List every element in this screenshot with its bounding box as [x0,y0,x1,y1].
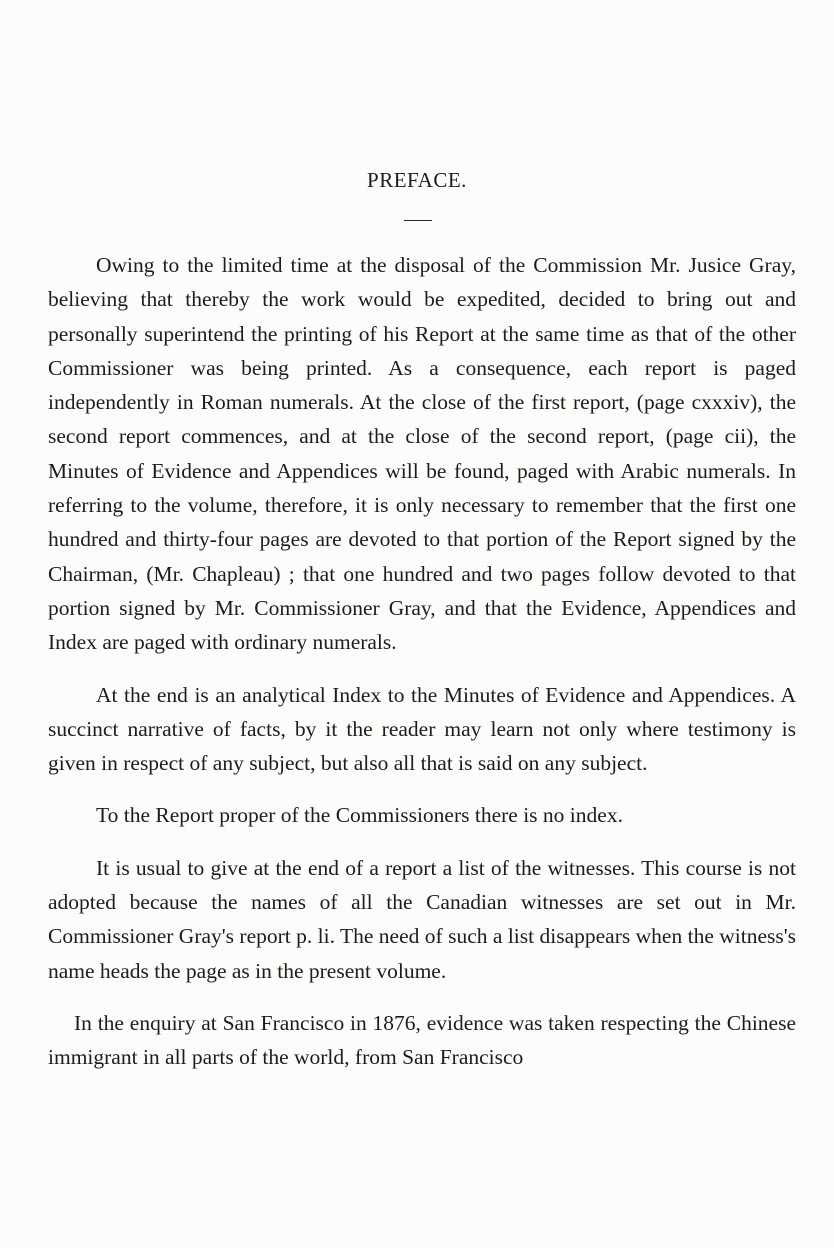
paragraph-pagination: Owing to the limited time at the disposal of the Commission Mr. Jusice Gray, believing that thereby the work would be expedited, decided to bring out and personally superintend the printing of his Report at the same time as that of the other Commissioner was being printed. As a consequence, each report is paged independently in Roman numerals. At the close of the first report, (page cxxxiv), the second report commences, and at the close of the second report, (page cii), the Minutes of Evidence and Appendices will be found, paged with Arabic numerals. In referring to the volume, therefore, it is only necessary to remember that the first one hundred and thirty-four pages are devoted to that portion of the Report signed by the Chairman, (Mr. Chapleau) ; that one hundred and two pages follow devoted to that portion signed by Mr. Commissioner Gray, and that the Evidence, Appendices and Index are paged with ordinary numerals. [48,253,796,655]
document-body [48,248,796,1075]
page-title: PREFACE. [367,168,467,192]
paragraph-index: At the end is an analytical Index to the Minutes of Evidence and Appendices. A succinct narrative of facts, by it the reader may learn not only where testimony is given in respect of any subject, but also all that is said on any subject. [48,682,796,776]
paragraph-san-francisco: In the enquiry at San Francisco in 1876, evidence was taken respecting the Chinese immigrant in all parts of the world, from San Francisco [48,1010,796,1070]
paragraph-witnesses: It is usual to give at the end of a report a list of the witnesses. This course is not adopted because the names of all the Canadian witnesses are set out in Mr. Commissioner Gray's report p. li. The need of such a list disappears when the witness's name heads the page as in the present volume. [48,855,796,983]
paragraph-report-index: To the Report proper of the Commissioners there is no index. [96,803,623,828]
title-rule [404,220,432,221]
